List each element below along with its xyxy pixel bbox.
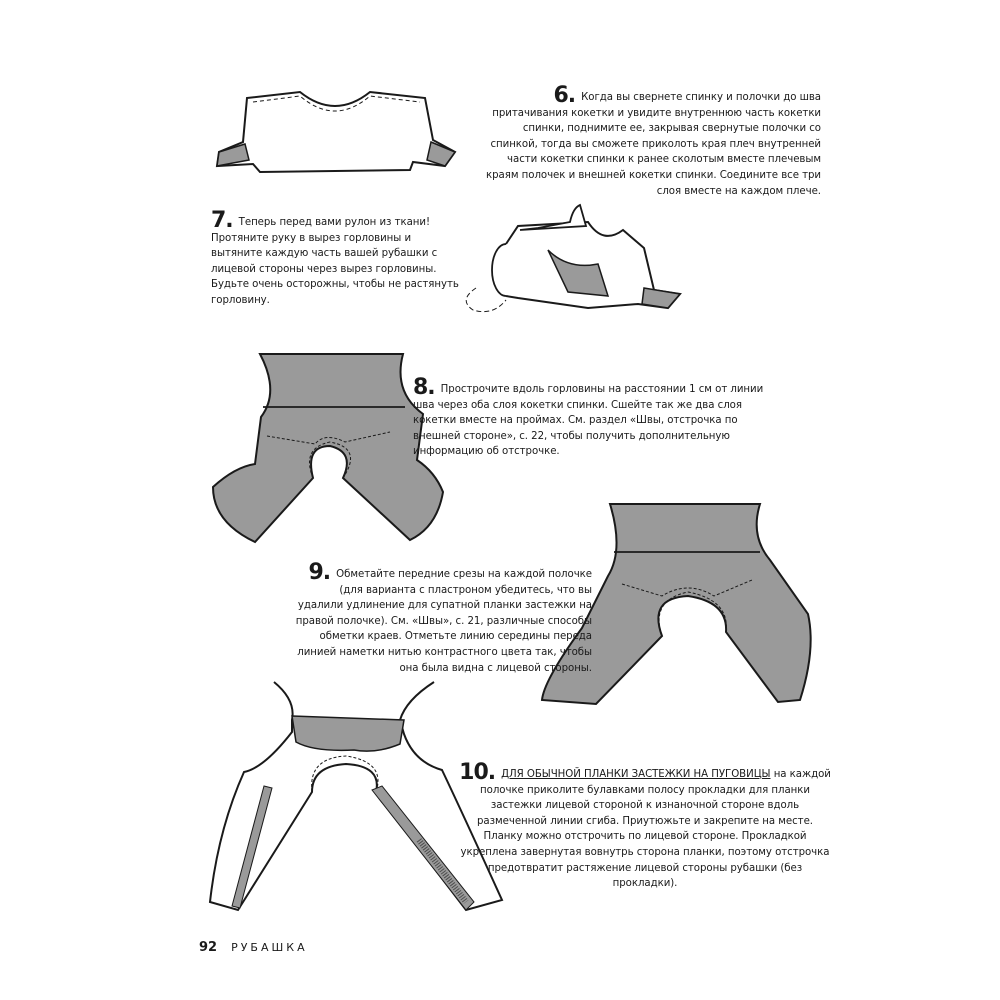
step-9-number: 9. bbox=[308, 560, 331, 585]
step-9 bbox=[292, 560, 592, 676]
step-7-number: 7. bbox=[211, 208, 233, 233]
step-6-text: Когда вы свернете спинку и полочки до шва притачивания кокетки и увидите внутреннюю часть кокетки спинки, поднимите ее, закрывая свернутые полочки со спинкой, тогда вы сможете приколоть края плеч внутренней части кокетки спинки к ранее сколотым вместе плечевым краям полочек и внешней кокетки спинки. Соедините все три слоя вместе на каждом плече. bbox=[486, 92, 821, 197]
step-6-number: 6. bbox=[553, 83, 576, 108]
step-6 bbox=[478, 83, 821, 199]
step-9-text: Обметайте передние срезы на каждой полочке (для варианта с пластроном убедитесь, что вы удалили удлинение для супатной планки застежки на правой полочке). См. «Швы», с. 21, различные способы обметки краев. Отметьте линию середины переда линией наметки нитью контрастного цвета так, чтобы она была видна с лицевой стороны. bbox=[295, 569, 592, 674]
step-8-text: Прострочите вдоль горловины на расстоянии 1 см от линии шва через оба слоя кокетки спинки. Сшейте так же два слоя кокетки вместе на проймах. См. раздел «Швы, отстрочка по внешней стороне», с. 22, чтобы получить дополнительную информацию об отстрочке. bbox=[413, 384, 764, 458]
page-footer bbox=[199, 940, 308, 955]
step-10 bbox=[456, 760, 834, 892]
page-number: 92 bbox=[199, 940, 218, 955]
step-8-number: 8. bbox=[413, 375, 435, 400]
illustration-step-7 bbox=[458, 200, 698, 325]
step-8 bbox=[413, 375, 769, 460]
step-10-number: 10. bbox=[459, 760, 496, 785]
section-title: РУБАШКА bbox=[231, 941, 308, 954]
step-7 bbox=[211, 208, 465, 309]
step-10-text: на каждой полочке приколите булавками полосу прокладки для планки застежки лицевой стороной к изнаночной стороне вдоль размеченной линии сгиба. Приутюжьте и закрепите на месте. Планку можно отстрочить по лицевой стороне. Прокладкой укреплена завернутая вовнутрь сторона планки, поэтому отстрочка предотвратит растяжение лицевой стороны рубашки (без прокладки). bbox=[460, 769, 831, 890]
step-7-text: Теперь перед вами рулон из ткани! Протяните руку в вырез горловины и вытяните каждую часть вашей рубашки с лицевой стороны через вырез горловины. Будьте очень осторожны, чтобы не растянуть горловину. bbox=[211, 217, 459, 306]
step-10-lead: ДЛЯ ОБЫЧНОЙ ПЛАНКИ ЗАСТЕЖКИ НА ПУГОВИЦЫ bbox=[501, 769, 771, 780]
illustration-step-6 bbox=[205, 80, 475, 180]
